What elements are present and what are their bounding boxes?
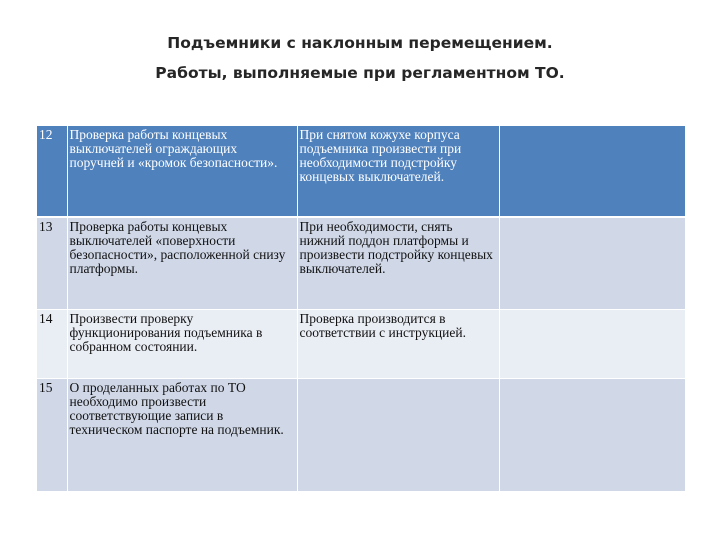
work-note xyxy=(297,379,499,492)
row-number: 12 xyxy=(37,126,67,217)
empty-cell xyxy=(499,310,685,379)
table-row xyxy=(37,126,685,217)
work-description: О проделанных работах по ТО необходимо произвести соответствующие записи в техническом паспорте на подъемник. xyxy=(67,379,297,492)
table-row xyxy=(37,217,685,310)
work-note: Проверка производится в соответствии с инструкцией. xyxy=(297,310,499,379)
row-number: 13 xyxy=(37,217,67,310)
empty-cell xyxy=(499,217,685,310)
work-note: При необходимости, снять нижний поддон платформы и произвести подстройку концевых выключателей. xyxy=(297,217,499,310)
work-description: Проверка работы концевых выключателей ограждающих поручней и «кромок безопасности». xyxy=(67,126,297,217)
slide-title-line-2: Работы, выполняемые при регламентном ТО. xyxy=(155,64,565,82)
work-description: Произвести проверку функционирования подъемника в собранном состоянии. xyxy=(67,310,297,379)
work-description: Проверка работы концевых выключателей «поверхности безопасности», расположенной снизу платформы. xyxy=(67,217,297,310)
table-row xyxy=(37,379,685,492)
empty-cell xyxy=(499,379,685,492)
slide-title xyxy=(0,28,720,88)
empty-cell xyxy=(499,126,685,217)
work-note: При снятом кожухе корпуса подъемника произвести при необходимости подстройку концевых выключателей. xyxy=(297,126,499,217)
table-row xyxy=(37,310,685,379)
slide-title-line-1: Подъемники с наклонным перемещением. xyxy=(167,34,553,52)
row-number: 14 xyxy=(37,310,67,379)
maintenance-table xyxy=(37,126,686,492)
row-number: 15 xyxy=(37,379,67,492)
